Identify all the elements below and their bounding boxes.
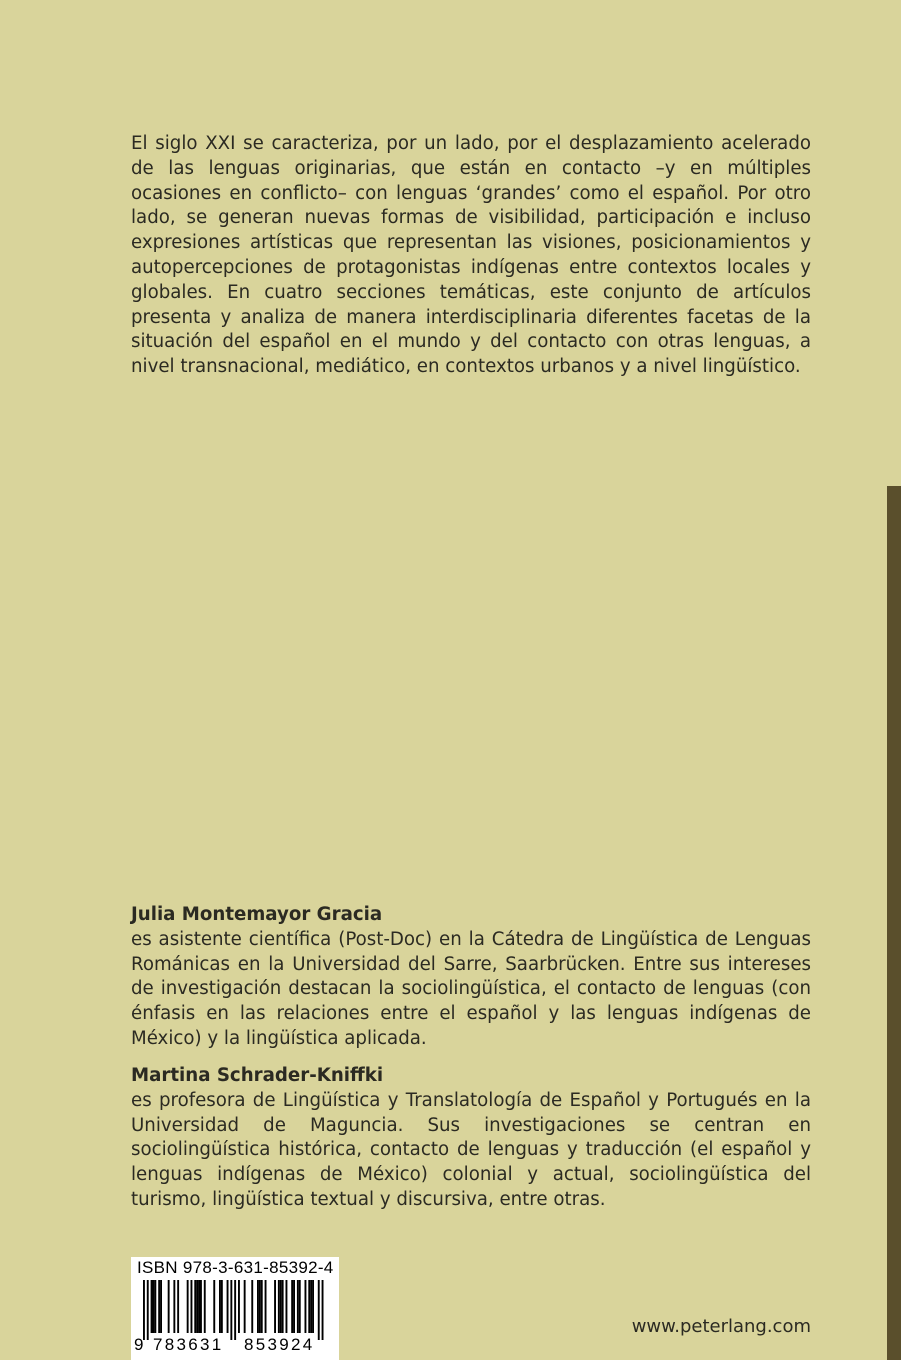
barcode-bar [308, 1280, 310, 1333]
barcode-bar [196, 1280, 198, 1333]
barcode-bar [322, 1280, 324, 1340]
barcode-bar [173, 1280, 175, 1333]
spine-edge-bar [887, 486, 901, 1360]
barcode-bar [194, 1280, 196, 1333]
barcode-bar [305, 1280, 307, 1333]
barcode-bar [160, 1280, 162, 1333]
barcode-bar [234, 1280, 236, 1340]
back-cover-blurb: El siglo XXI se caracteriza, por un lado, por el desplazamiento acelerado de las lenguas originarias, que están en contacto –y en múltiples ocasiones en conflicto– con lenguas ‘grandes’ como el español. Por otro lado, se generan nuevas formas de visibilidad, participación e incluso expresiones artísticas que representan las visiones, posicionamientos y autopercepciones de protagonistas indígenas entre contextos locales y globales. En cuatro secciones temáticas, este conjunto de artículos presenta y analiza de manera interdisciplinaria diferentes facetas de la situación del español en el mundo y del contacto con otras lenguas, a nivel transnacional, mediático, en contextos urbanos y a nivel lingüístico. [131, 133, 811, 378]
barcode-bar [312, 1280, 314, 1333]
barcode-bar [213, 1280, 215, 1333]
barcode-bar [153, 1280, 155, 1333]
barcode-bar [261, 1280, 263, 1333]
barcode-bar [177, 1280, 179, 1333]
ean-first-digit: 9 [134, 1335, 144, 1354]
publisher-website: www.peterlang.com [631, 1316, 811, 1337]
author-bio-2 [131, 1064, 811, 1213]
ean-left-digits: 783631 [153, 1335, 224, 1354]
barcode-bar [257, 1280, 259, 1333]
barcode-bar [259, 1280, 261, 1333]
ean-right-digits: 853924 [244, 1335, 315, 1354]
barcode-bar [310, 1280, 312, 1333]
barcode-bar [282, 1280, 284, 1333]
barcode-bar [297, 1280, 299, 1333]
barcode-bar [219, 1280, 221, 1333]
barcode-bar [204, 1280, 206, 1333]
barcode-bar [318, 1280, 320, 1340]
barcode-bar [291, 1280, 293, 1333]
barcode-bar [154, 1280, 156, 1333]
barcode-bar [198, 1280, 200, 1333]
barcode-bar [265, 1280, 267, 1333]
barcode-bar [238, 1280, 240, 1333]
barcode-bar [147, 1280, 149, 1340]
barcode-bar [278, 1280, 280, 1333]
barcode-bar [244, 1280, 246, 1333]
author-name-2: Martina Schrader-Kniffki [131, 1065, 384, 1086]
barcode-bar [274, 1280, 276, 1333]
barcode-bar [227, 1280, 229, 1333]
barcode-bar [200, 1280, 202, 1333]
barcode-bar [143, 1280, 145, 1340]
barcode-bar [299, 1280, 301, 1333]
barcode-bar [293, 1280, 295, 1333]
barcode-bar [221, 1280, 223, 1333]
barcode-bar [151, 1280, 153, 1333]
barcode-bar [191, 1280, 193, 1333]
barcode-bar [251, 1280, 253, 1333]
author-description-1: es asistente científica (Post-Doc) en la Cátedra de Lingüística de Lenguas Románicas en la Universidad del Sarre, Saarbrücken. Entre sus intereses de investigación destacan la sociolingüística, el contacto de lenguas (con énfasis en las relaciones entre el español y las lenguas indígenas de México) y la lingüística aplicada. [131, 928, 811, 1049]
barcode-bar [187, 1280, 189, 1333]
author-name-1: Julia Montemayor Gracia [131, 904, 383, 925]
barcode-bar [280, 1280, 282, 1333]
author-bio-1 [131, 903, 811, 1052]
barcode-bar [158, 1280, 160, 1333]
barcode-bar [168, 1280, 170, 1333]
barcode-bar [230, 1280, 232, 1340]
barcode-bar [286, 1280, 288, 1333]
author-description-2: es profesora de Lingüística y Translatología de Español y Portugués en la Universidad de Maguncia. Sus investigaciones se centran en sociolingüística histórica, contacto de lenguas y traducción (el español y lenguas indígenas de México) colonial y actual, sociolingüística del turismo, lingüística textual y discursiva, entre otras. [131, 1089, 811, 1210]
isbn-barcode-box [131, 1257, 339, 1360]
isbn-label: ISBN 978-3-631-85392-4 [137, 1258, 334, 1277]
